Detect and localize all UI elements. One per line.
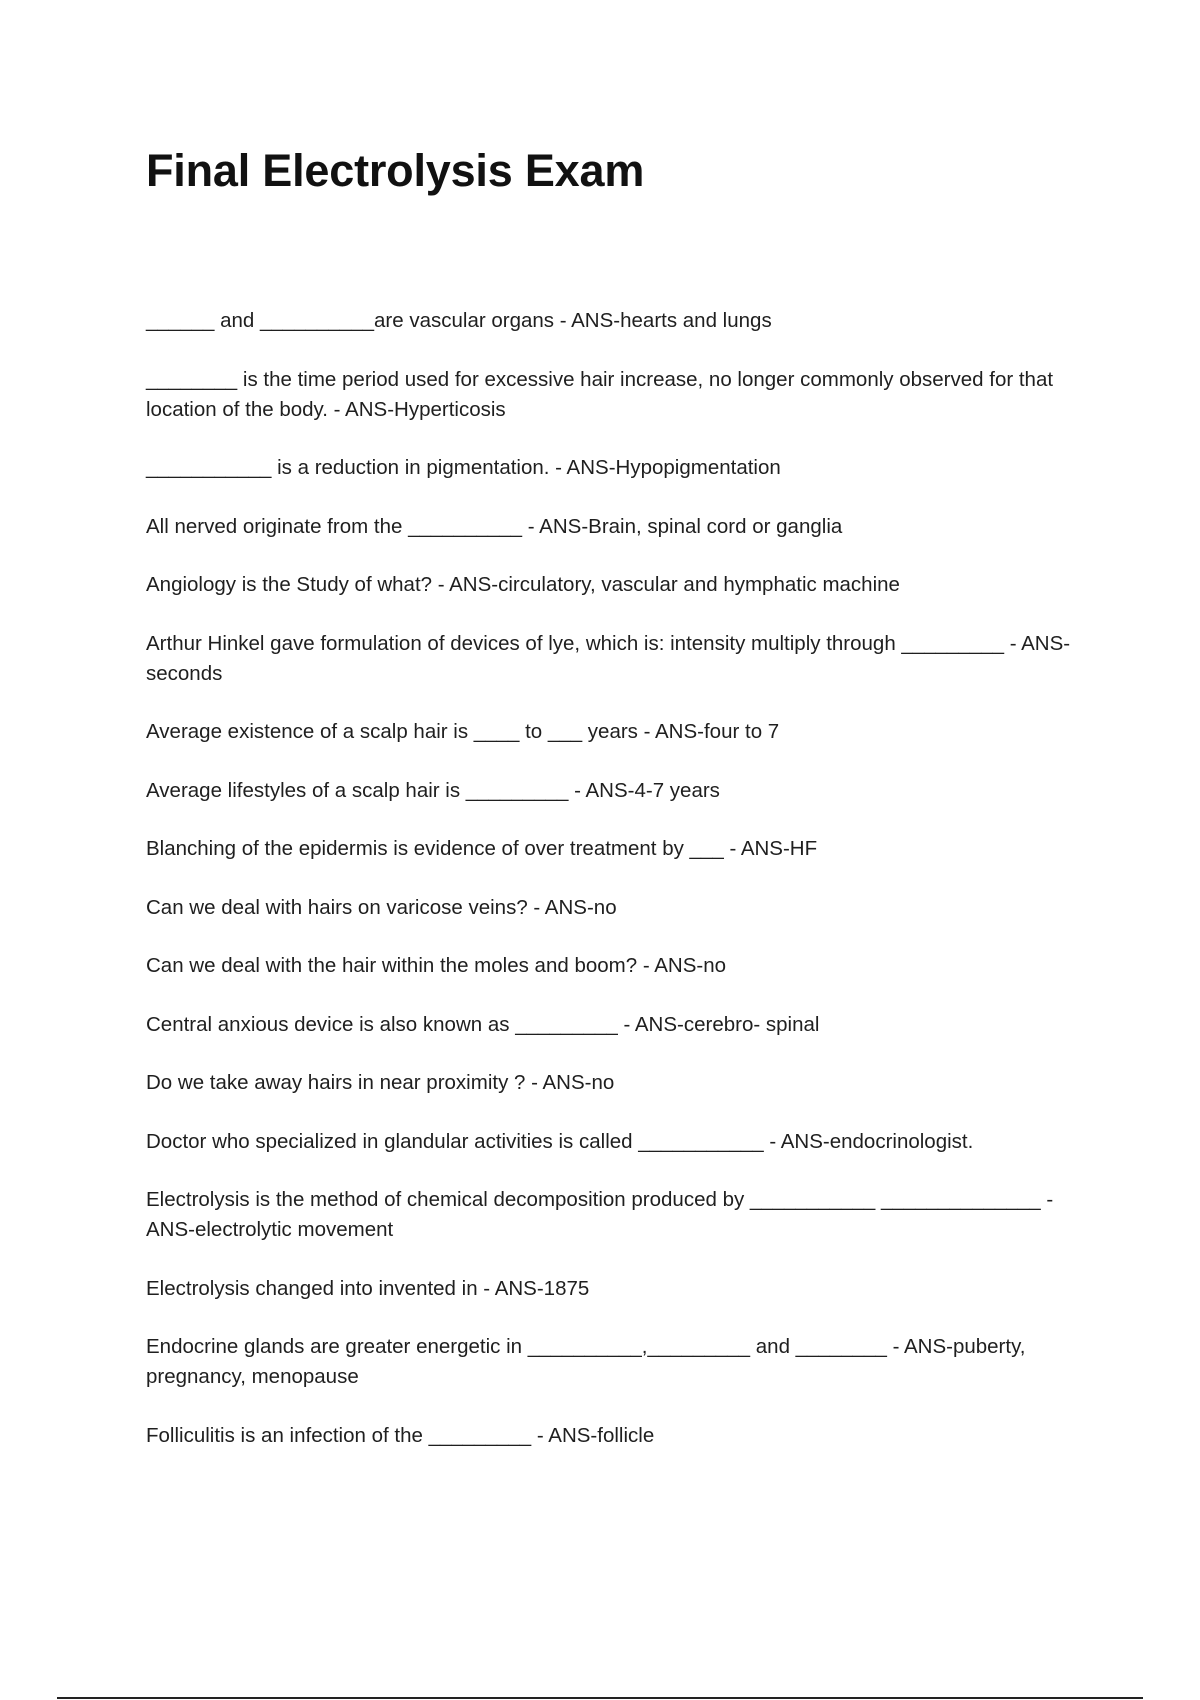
qa-item-6: Arthur Hinkel gave formulation of devices of lye, which is: intensity multiply through _________ - ANS-seconds	[146, 631, 1071, 685]
qa-item-8: Average lifestyles of a scalp hair is _________ - ANS-4-7 years	[146, 778, 720, 802]
question-answer-list	[146, 306, 1096, 1479]
page-bottom-divider	[57, 1697, 1143, 1699]
qa-item-11: Can we deal with the hair within the moles and boom? - ANS-no	[146, 954, 727, 977]
qa-item-2: ________ is the time period used for excessive hair increase, no longer commonly observed for that location of the body. - ANS-Hyperticosis	[146, 367, 1054, 421]
qa-item-5: Angiology is the Study of what? - ANS-circulatory, vascular and hymphatic machine	[146, 573, 900, 596]
qa-item-18: Folliculitis is an infection of the _________ - ANS-follicle	[146, 1423, 655, 1447]
qa-item-14: Doctor who specialized in glandular activities is called ___________ - ANS-endocrinologist.	[146, 1129, 974, 1153]
qa-item-1: ______ and __________are vascular organs - ANS-hearts and lungs	[146, 309, 772, 332]
qa-item-7: Average existence of a scalp hair is ____ to ___ years - ANS-four to 7	[146, 720, 780, 743]
qa-item-12: Central anxious device is also known as _________ - ANS-cerebro- spinal	[146, 1012, 820, 1036]
qa-item-10: Can we deal with hairs on varicose veins? - ANS-no	[146, 895, 617, 919]
qa-item-16: Electrolysis changed into invented in - ANS-1875	[146, 1276, 590, 1300]
page-title: Final Electrolysis Exam	[146, 145, 645, 196]
qa-item-3: ___________ is a reduction in pigmentation. - ANS-Hypopigmentation	[146, 456, 781, 479]
qa-item-15: Electrolysis is the method of chemical decomposition produced by ___________ ______________ - ANS-electrolytic movement	[146, 1188, 1054, 1241]
qa-item-17: Endocrine glands are greater energetic in __________,_________ and ________ - ANS-puberty, pregnancy, menopause	[146, 1335, 1026, 1388]
qa-item-4: All nerved originate from the __________ - ANS-Brain, spinal cord or ganglia	[146, 514, 843, 538]
qa-item-13: Do we take away hairs in near proximity ? - ANS-no	[146, 1071, 615, 1094]
qa-item-9: Blanching of the epidermis is evidence of over treatment by ___ - ANS-HF	[146, 837, 818, 860]
